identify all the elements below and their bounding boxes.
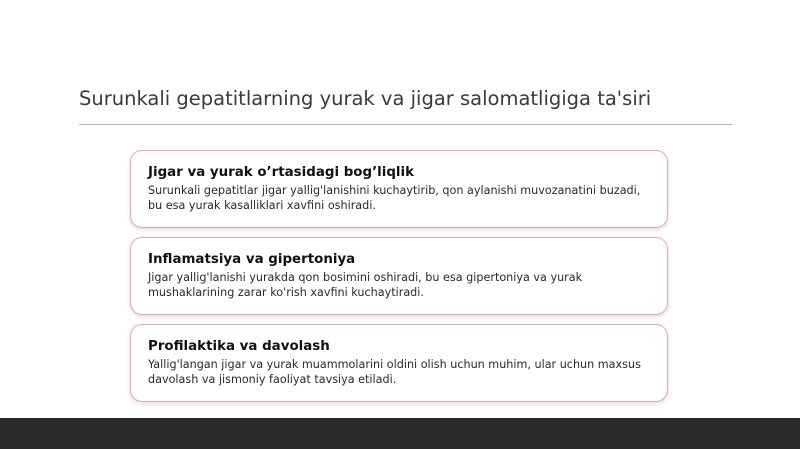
card-heading: Profilaktika va davolash — [148, 339, 330, 354]
title-divider — [79, 124, 732, 125]
card-heading: Inflamatsiya va gipertoniya — [148, 252, 356, 267]
slide-title: Surunkali gepatitlarning yurak va jigar salomatligiga ta'siri — [79, 87, 652, 110]
info-card-prevention-treatment — [130, 324, 668, 402]
card-body: Surunkali gepatitlar jigar yallig'lanishini kuchaytirib, qon aylanishi muvozanatini buzadi, bu esa yurak kasalliklari xavfini oshiradi. — [148, 184, 641, 212]
info-card-inflammation-hypertension — [130, 237, 668, 315]
card-body: Yallig'langan jigar va yurak muammolarini oldini olish uchun muhim, ular uchun maxsus davolash va jismoniy faoliyat tavsiya etiladi. — [148, 358, 641, 386]
card-heading: Jigar va yurak o’rtasidagi bog’liqlik — [148, 165, 415, 180]
card-body: Jigar yallig'lanishi yurakda qon bosimini oshiradi, bu esa gipertoniya va yurak mushaklarining zarar ko'rish xavfini kuchaytiradi. — [148, 271, 583, 299]
bottom-bar — [0, 418, 800, 449]
info-card-liver-heart-link — [130, 150, 668, 228]
